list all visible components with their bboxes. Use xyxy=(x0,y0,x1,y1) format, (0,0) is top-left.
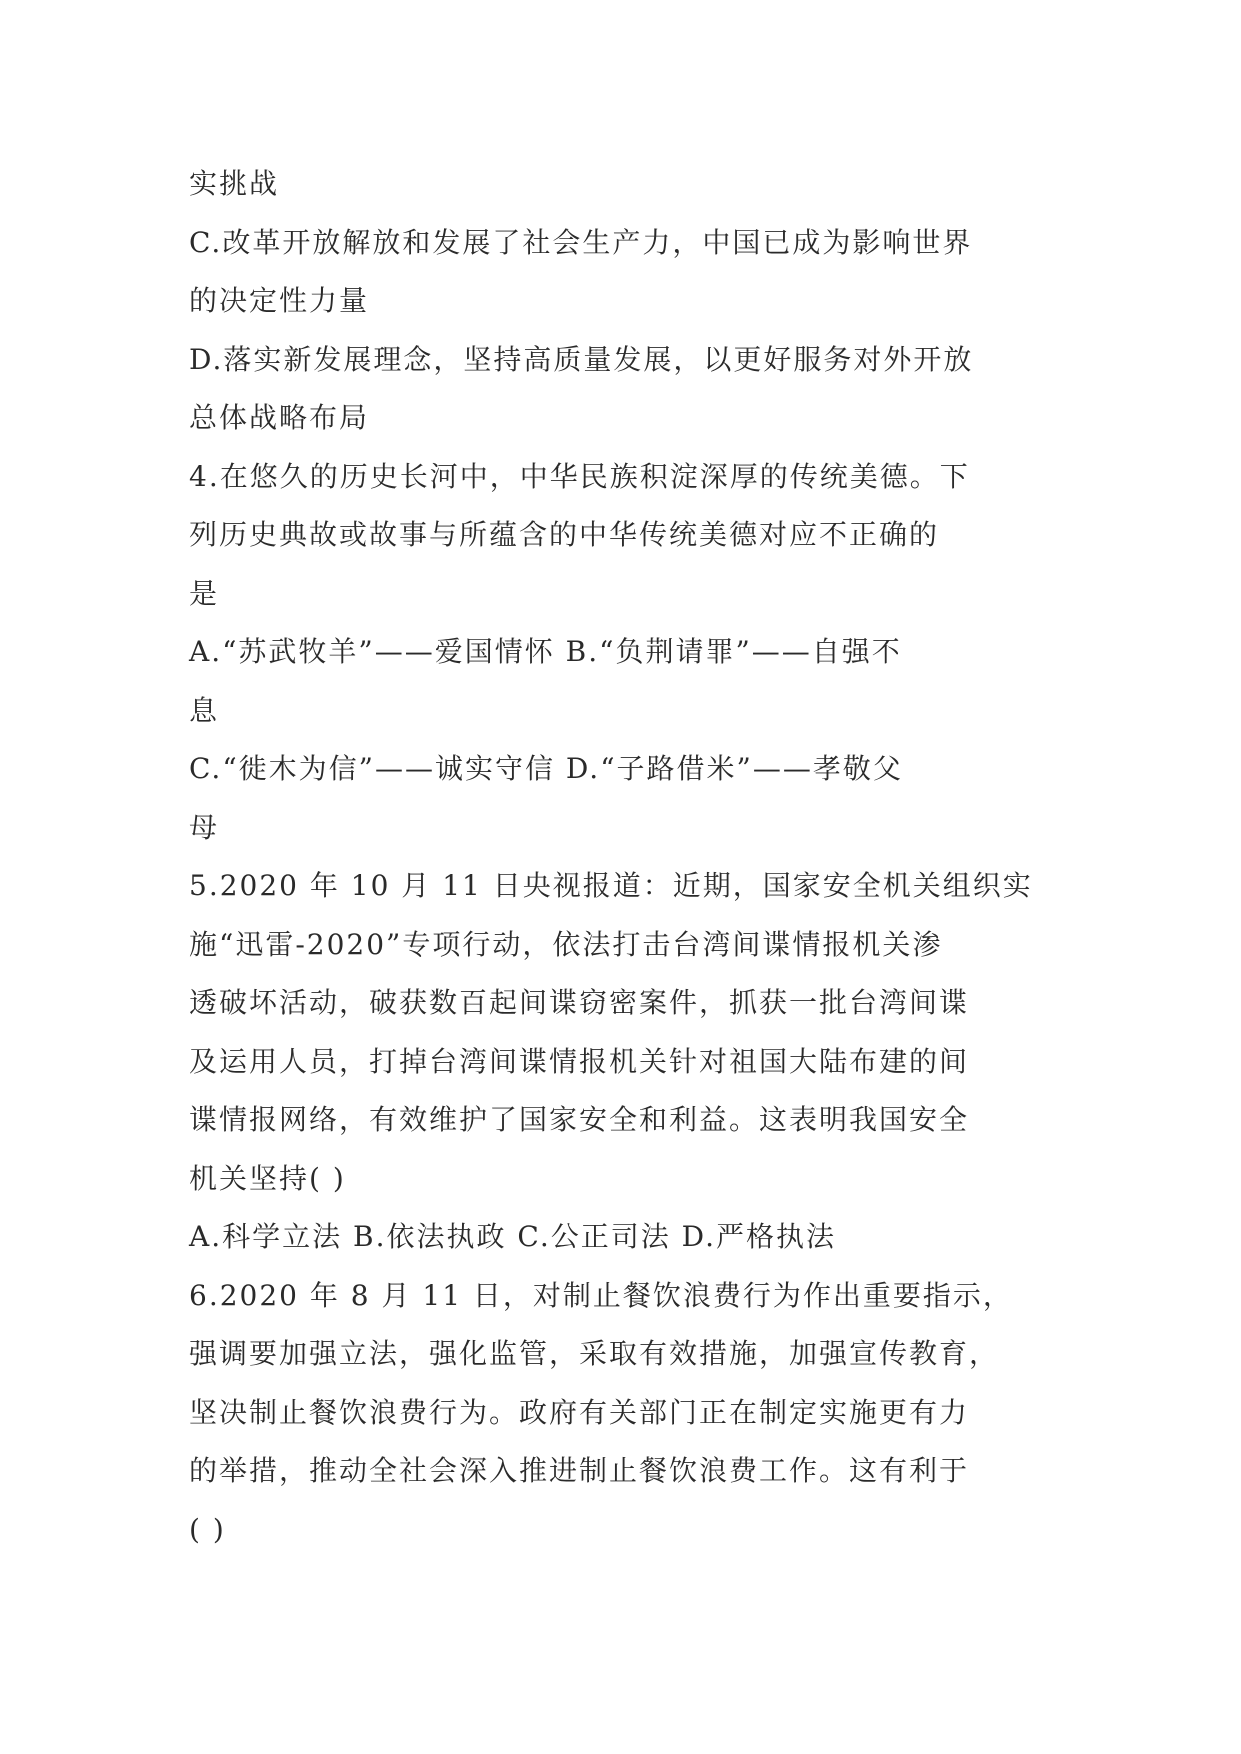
text-line: 是 xyxy=(189,576,220,610)
text-line: 谍情报网络，有效维护了国家安全和利益。这表明我国安全 xyxy=(189,1103,970,1136)
text-line: A.“苏武牧羊”——爱国情怀 B.“负荆请罪”——自强不 xyxy=(189,635,902,668)
text-line: 及运用人员，打掉台湾间谍情报机关针对祖国大陆布建的间 xyxy=(189,1044,970,1078)
text-line: C.改革开放解放和发展了社会生产力，中国已成为影响世界 xyxy=(189,225,973,259)
text-line: 总体战略布局 xyxy=(189,401,370,434)
text-line: 6.2020 年 8 月 11 日，对制止餐饮浪费行为作出重要指示， xyxy=(189,1278,1013,1312)
text-line: ( ) xyxy=(189,1512,226,1546)
text-line: 机关坚持( ) xyxy=(189,1161,346,1195)
text-line: A.科学立法 B.依法执政 C.公正司法 D.严格执法 xyxy=(189,1220,836,1253)
text-line: 强调要加强立法，强化监管，采取有效措施，加强宣传教育， xyxy=(189,1337,1000,1370)
text-line: 的决定性力量 xyxy=(189,284,370,317)
text-line: D.落实新发展理念，坚持高质量发展，以更好服务对外开放 xyxy=(189,342,974,376)
text-line: 的举措，推动全社会深入推进制止餐饮浪费工作。这有利于 xyxy=(189,1454,970,1487)
text-line: C.“徙木为信”——诚实守信 D.“子路借米”——孝敬父 xyxy=(189,752,903,785)
text-line: 坚决制止餐饮浪费行为。政府有关部门正在制定实施更有力 xyxy=(189,1395,970,1429)
text-line: 透破坏活动，破获数百起间谍窃密案件，抓获一批台湾间谍 xyxy=(189,986,970,1019)
document-body xyxy=(189,155,1059,1559)
text-line: 母 xyxy=(189,810,220,844)
text-line: 实挑战 xyxy=(189,167,280,200)
text-line: 列历史典故或故事与所蕴含的中华传统美德对应不正确的 xyxy=(189,518,940,551)
text-line: 4.在悠久的历史长河中，中华民族积淀深厚的传统美德。下 xyxy=(189,459,970,493)
text-line: 施“迅雷-2020”专项行动，依法打击台湾间谍情报机关渗 xyxy=(189,927,943,961)
text-line: 5.2020 年 10 月 11 日央视报道：近期，国家安全机关组织实 xyxy=(189,869,1033,902)
text-line: 息 xyxy=(189,693,220,727)
